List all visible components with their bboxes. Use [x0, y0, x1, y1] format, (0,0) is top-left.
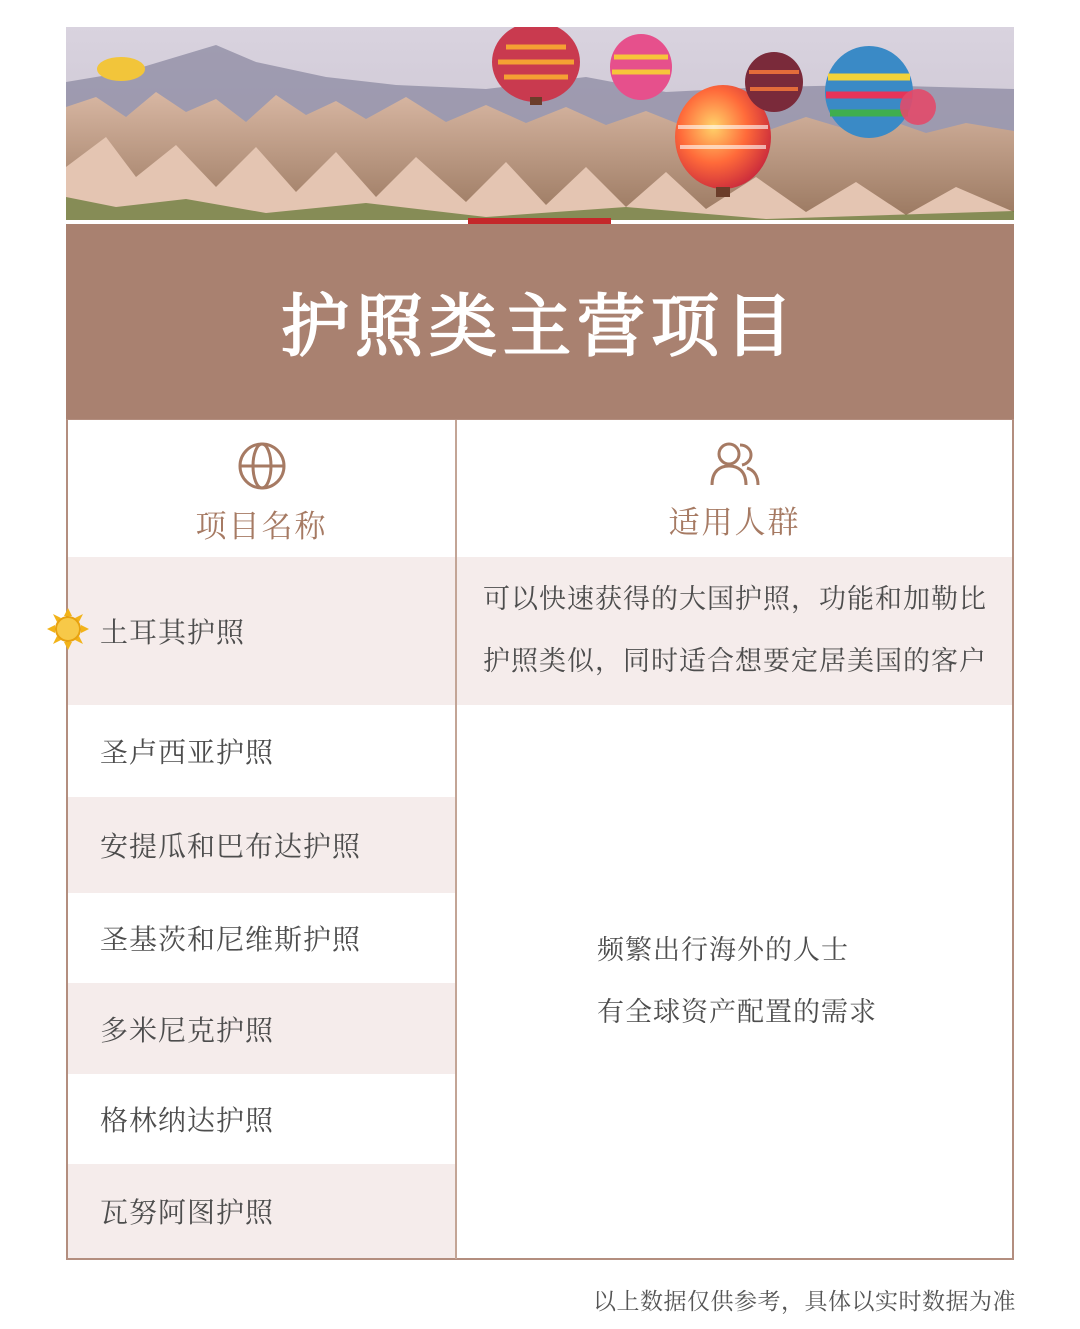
project-name: 瓦努阿图护照: [100, 1196, 275, 1229]
audience-turkey: [457, 557, 1012, 705]
audience-line: 频繁出行海外的人士: [597, 935, 849, 966]
header-label-project: 项目名称: [195, 509, 328, 545]
project-name: 圣基茨和尼维斯护照: [100, 923, 362, 956]
footnote: 以上数据仅供参考，具体以实时数据为准: [593, 1289, 1016, 1315]
audience-others: [597, 920, 877, 1044]
header-audience: [457, 421, 1012, 556]
hero-image: [66, 27, 1014, 220]
header-label-audience: 适用人群: [668, 505, 801, 541]
globe-icon: [237, 441, 287, 495]
page-title: 护照类主营项目: [280, 288, 799, 367]
audience-line: 有全球资产配置的需求: [597, 997, 877, 1028]
users-icon: [709, 441, 761, 491]
table-row: [68, 557, 455, 705]
audience-line: 可以快速获得的大国护照，功能和加勒比: [483, 584, 987, 615]
table-row: [68, 1164, 455, 1258]
table-row: [68, 893, 455, 983]
project-name: 多米尼克护照: [100, 1013, 275, 1047]
project-name: 安提瓜和巴布达护照: [100, 830, 362, 863]
table-row: [68, 797, 455, 893]
table-row: [68, 1074, 455, 1164]
table-row: [68, 983, 455, 1074]
header-project-name: [68, 421, 455, 556]
title-banner: [66, 224, 1014, 419]
project-name: 圣卢西亚护照: [100, 736, 275, 769]
project-name: 土耳其护照: [100, 616, 246, 649]
table-row: [68, 705, 455, 797]
audience-line: 护照类似，同时适合想要定居美国的客户: [483, 646, 987, 677]
sun-icon: [47, 608, 89, 654]
project-name: 格林纳达护照: [100, 1104, 275, 1137]
